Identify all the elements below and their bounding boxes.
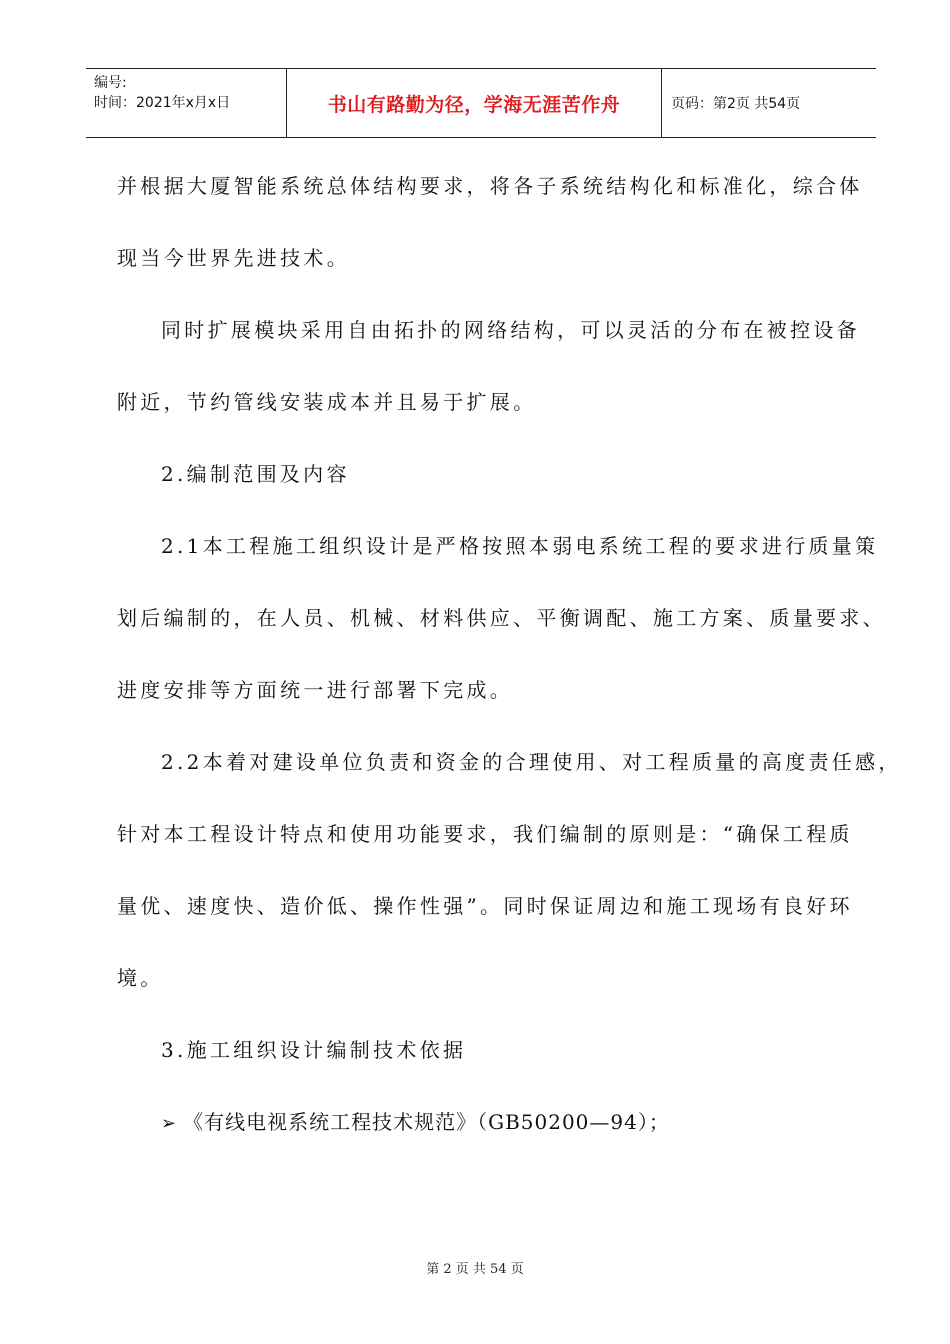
document-body	[117, 150, 902, 1160]
header-motto: 书山有路勤为径，学海无涯苦作舟	[327, 93, 621, 116]
document-time-label: 时间：2021年x月x日	[94, 95, 231, 111]
paragraph-line: 附近，节约管线安装成本并且易于扩展。	[117, 390, 537, 414]
page-footer	[0, 1258, 950, 1277]
document-header	[86, 68, 876, 138]
section-heading: 2.编制范围及内容	[161, 462, 350, 486]
paragraph-line: 进度安排等方面统一进行部署下完成。	[117, 678, 514, 702]
arrow-bullet-icon: ➢	[161, 1113, 178, 1134]
paragraph-line: 同时扩展模块采用自由拓扑的网络结构，可以灵活的分布在被控设备	[161, 318, 860, 342]
document-number-label: 编号:	[94, 75, 127, 91]
footer-page-number: 第 2 页 共 54 页	[426, 1262, 524, 1277]
paragraph-line: 并根据大厦智能系统总体结构要求，将各子系统结构化和标准化，综合体	[117, 174, 863, 198]
header-page-info	[661, 69, 876, 137]
paragraph-line: 现当今世界先进技术。	[117, 246, 350, 270]
header-motto-cell	[286, 69, 662, 137]
bullet-item	[117, 1086, 867, 1160]
paragraph-line: 2.2本着对建设单位负责和资金的合理使用、对工程质量的高度责任感，	[161, 750, 902, 774]
paragraph-line: 划后编制的，在人员、机械、材料供应、平衡调配、施工方案、质量要求、	[117, 606, 886, 630]
section-heading: 3.施工组织设计编制技术依据	[161, 1038, 467, 1062]
paragraph-line: 量优、速度快、造价低、操作性强”。同时保证周边和施工现场有良好环	[117, 894, 853, 918]
paragraph-line: 境。	[117, 966, 164, 990]
bullet-item-text: 《有线电视系统工程技术规范》（GB50200—94）；	[183, 1110, 670, 1134]
paragraph-line: 针对本工程设计特点和使用功能要求，我们编制的原则是：“确保工程质	[117, 822, 853, 846]
paragraph-line: 2.1本工程施工组织设计是严格按照本弱电系统工程的要求进行质量策	[161, 534, 879, 558]
page-count-label: 页码：第2页 共54页	[671, 96, 801, 112]
header-meta	[86, 69, 286, 141]
